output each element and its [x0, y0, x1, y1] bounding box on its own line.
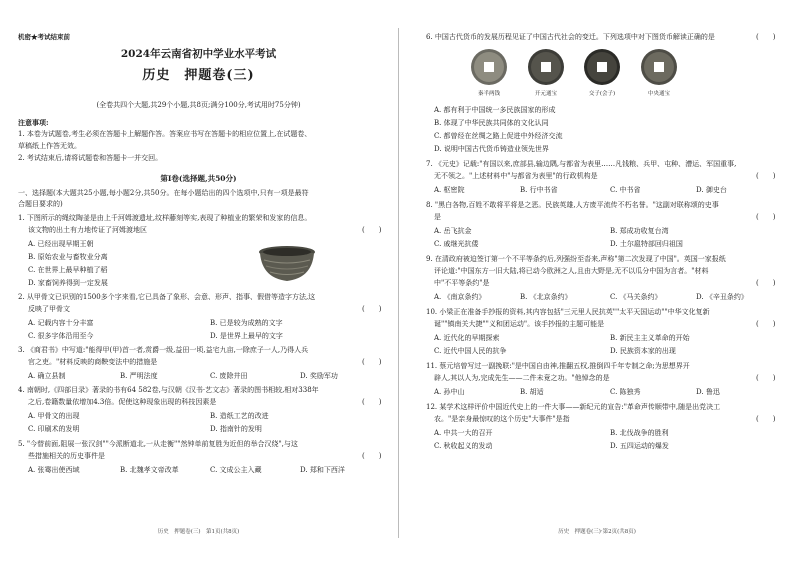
option: C. 都曾经在丝绸之路上促进中外经济交流 [434, 132, 563, 140]
option: D. 是世界上最早的文字 [210, 332, 283, 340]
option: B. 新民主主义革命的开始 [610, 334, 690, 342]
option: C. 中书省 [610, 186, 641, 194]
answer-bracket: ( ) [756, 213, 776, 221]
option: C. 戚继光抗倭 [434, 240, 479, 248]
option: A. 近代化的早期探索 [434, 334, 500, 342]
question-stem: 4. 南朝时,《四部目录》著录的书有64 582卷,与汉朝《汉书·艺文志》著录的图书相较,相对338年 [18, 386, 319, 394]
option: B. 胡适 [520, 388, 544, 396]
page-right [400, 0, 794, 561]
option: C. 陈独秀 [610, 388, 641, 396]
answer-bracket: ( ) [756, 33, 776, 41]
option: A. 已经出现早期王朝 [28, 240, 94, 248]
option: D. 说明中国古代货币铸造业领先世界 [434, 145, 549, 153]
option: C. 废除井田 [210, 372, 248, 380]
section-intro: 一、选择题(本大题共25小题,每小题2分,共50分。在每小题给出的四个选项中,只有一项是最符 [18, 189, 309, 197]
question-stem: 该文物的出土有力地传证了河姆渡地区 [28, 226, 147, 234]
answer-bracket: ( ) [756, 374, 776, 382]
coin-caption: 开元通宝 [534, 91, 557, 97]
option: A. 张骞出使西域 [28, 466, 80, 474]
option: B. 《北京条约》 [520, 293, 572, 301]
question-stem: 6. 中国古代货币的发展历程见证了中国古代社会的变迁。下列选项中对下图货币解读正确的是 [426, 33, 715, 41]
paper-subtitle: 历史 押题卷(三) [142, 68, 255, 83]
note-line: 2. 考试结束后,请将试题卷和答题卡一并交回。 [18, 154, 163, 162]
answer-bracket: ( ) [362, 398, 382, 406]
option: D. 奖励军功 [300, 372, 338, 380]
question-stem: 些措施相关的历史事件是 [28, 452, 105, 460]
question-stem: 是 [434, 213, 441, 221]
note-line: 1. 本卷为试题卷,考生必须在答题卡上解题作答。答案应书写在答题卡的相应位置上,在试题卷、 [18, 130, 312, 138]
exam-title: 2024年云南省初中学业水平考试 [120, 48, 277, 60]
answer-bracket: ( ) [362, 452, 382, 460]
option: B. 北伐战争的胜利 [610, 429, 669, 437]
option: B. 北魏孝文帝改革 [120, 466, 179, 474]
section-intro: 合题目要求的) [18, 200, 63, 208]
option: D. 鲁迅 [696, 388, 720, 396]
option: C. 近代中国人民的抗争 [434, 347, 507, 355]
question-stem: 评论道:"中国东方一旧大陆,将已动今欧洲之人,且由大野是,无不以瓜分中国为言者。"材料 [434, 267, 709, 275]
section-title: 第Ⅰ卷(选择题,共50分) [160, 174, 237, 183]
option: C. 印刷术的发明 [28, 425, 80, 433]
option: D. 《辛丑条约》 [696, 293, 748, 301]
option: B. 郑成功收复台湾 [610, 227, 669, 235]
question-stem: 辟人,其以人为,完成先生——二件未竟之功。"他悼念的是 [434, 374, 610, 382]
question-stem: 诞""镇南关大捷""义和团运动"。该手抄报的主题可能是 [434, 320, 605, 328]
option: D. 郑和下西洋 [300, 466, 345, 474]
answer-bracket: ( ) [756, 320, 776, 328]
question-stem: 11. 蔡元培曾写过一副挽联:"是中国自由神,推翻五权,推倒四千年专制之命;为思想界开 [426, 362, 690, 370]
option: D. 家畜饲养得到一定发展 [28, 279, 108, 287]
answer-bracket: ( ) [362, 226, 382, 234]
option: B. 造纸工艺的改进 [210, 412, 269, 420]
question-stem: 12. 某学术这样评价中国近代史上的一件大事——新纪元的宣告:"革命声传顺带中,随是出党决工 [426, 403, 721, 411]
question-stem: 7. 《元史》记载:"有国以来,庶部县,输边隅,与都省为表里……凡钱粮、兵甲、屯种、漕运、军国重事, [426, 160, 737, 168]
question-stem: 之后,卷籍数量依增加4.3倍。促使这种现象出现的科技因素是 [28, 398, 217, 406]
question-stem: 官之吏。"材料反映的商鞅变法中的措施是 [28, 358, 158, 366]
option: B. 已是较为成熟的文字 [210, 319, 283, 327]
option: A. 记载内容十分丰富 [28, 319, 94, 327]
answer-bracket: ( ) [756, 172, 776, 180]
option: D. 五四运动的爆发 [610, 442, 669, 450]
page-footer: 历史 押题卷(三) 第1页(共8页) [157, 529, 240, 535]
question-stem: 2. 从甲骨文已识别的1500多个字来看,它已具备了象形、会意、形声、指事、假借等造字方法,这 [18, 293, 316, 301]
option: C. 秋收起义的发动 [434, 442, 493, 450]
question-stem: 1. 下图所示的绳纹陶釜是由上千河姆渡遗址,纹样藤刻等实,表现了种植业的繁荣和发家的信息。 [18, 214, 312, 222]
confidential-label: 机密★考试结束前 [18, 33, 70, 41]
coin-caption: 中央通宝 [647, 91, 670, 97]
page-footer: 历史 押题卷(三)·第2页(共8页) [558, 529, 636, 535]
answer-bracket: ( ) [756, 279, 776, 287]
question-stem: 无不领之。"上述材料中"与都省为表里"的行政机构是 [434, 172, 598, 180]
option: B. 原始农业与畜牧业分离 [28, 253, 108, 261]
option: A. 甲骨文的出现 [28, 412, 80, 420]
option: D. 指南针的发明 [210, 425, 262, 433]
option: B. 行中书省 [520, 186, 558, 194]
answer-bracket: ( ) [756, 415, 776, 423]
option: A. 孙中山 [434, 388, 465, 396]
option: C. 《马关条约》 [610, 293, 662, 301]
tongbao-coin-icon [640, 48, 678, 86]
notes-heading: 注意事项: [18, 118, 49, 127]
jiaozi-coin-icon [583, 48, 621, 86]
option: A. 中共一大的召开 [434, 429, 493, 437]
option: D. 土尔扈特部回归祖国 [610, 240, 683, 248]
answer-bracket: ( ) [362, 305, 382, 313]
option: A. 岳飞抗金 [434, 227, 472, 235]
option: A. 《南京条约》 [434, 293, 486, 301]
question-stem: 9. 在清政府被迫签订第一个不平等条约后,列强纷至沓来,声称"第二次发现了中国"。英国一家报纸 [426, 255, 726, 263]
option: D. 民族资本家的出现 [610, 347, 676, 355]
question-stem: 10. 小梁正在准备手抄报的资料,其内容包括"三元里人民抗英""太平天国运动""中华文化复新 [426, 308, 710, 316]
option: B. 体现了中华民族共同体的文化认同 [434, 119, 549, 127]
option: B. 严明法度 [120, 372, 158, 380]
pottery-vessel-image [254, 244, 320, 284]
option: C. 文成公主入藏 [210, 466, 262, 474]
option: C. 很多字体沿用至今 [28, 332, 94, 340]
option: D. 御史台 [696, 186, 727, 194]
ban-liang-coin-icon [470, 48, 508, 86]
question-stem: 中"不平等条约"是 [434, 279, 490, 287]
answer-bracket: ( ) [362, 358, 382, 366]
option: C. 在世界上最早种植了稻 [28, 266, 108, 274]
question-stem: 8. "黑白各物,百姓不敢将平将是之恶。民族英雄,人方废平流传不朽名誉。"这副对联称颂的史事 [426, 201, 719, 209]
question-stem: 3. 《商君书》中写道:"能得甲(甲)首一者,赏爵一级,益田一顷,益宅九亩,一除庶子一人,乃得人兵 [18, 346, 309, 354]
note-line: 草稿纸上作答无效。 [18, 142, 81, 150]
page-divider [398, 28, 399, 538]
question-stem: 农。"是亲身最惊叹的这个历史"大事件"是指 [434, 415, 570, 423]
option: A. 都有利于中国统一多民族国家的形成 [434, 106, 556, 114]
coin-caption: 交子(会子) [588, 91, 616, 97]
option: A. 枢密院 [434, 186, 465, 194]
coin-caption: 秦半两钱 [477, 91, 500, 97]
kaiyuan-coin-icon [527, 48, 565, 86]
option: A. 确立县制 [28, 372, 66, 380]
question-stem: 反映了甲骨文 [28, 305, 70, 313]
exam-info: (全卷共四个大题,共29个小题,共8页;满分100分,考试用时75分钟) [96, 101, 301, 109]
question-stem: 5. "今替前面,阻展一张汉剑""今派断道北,一从走衡""然钟单前复胜为近但的举合汉绕",与这 [18, 440, 298, 448]
